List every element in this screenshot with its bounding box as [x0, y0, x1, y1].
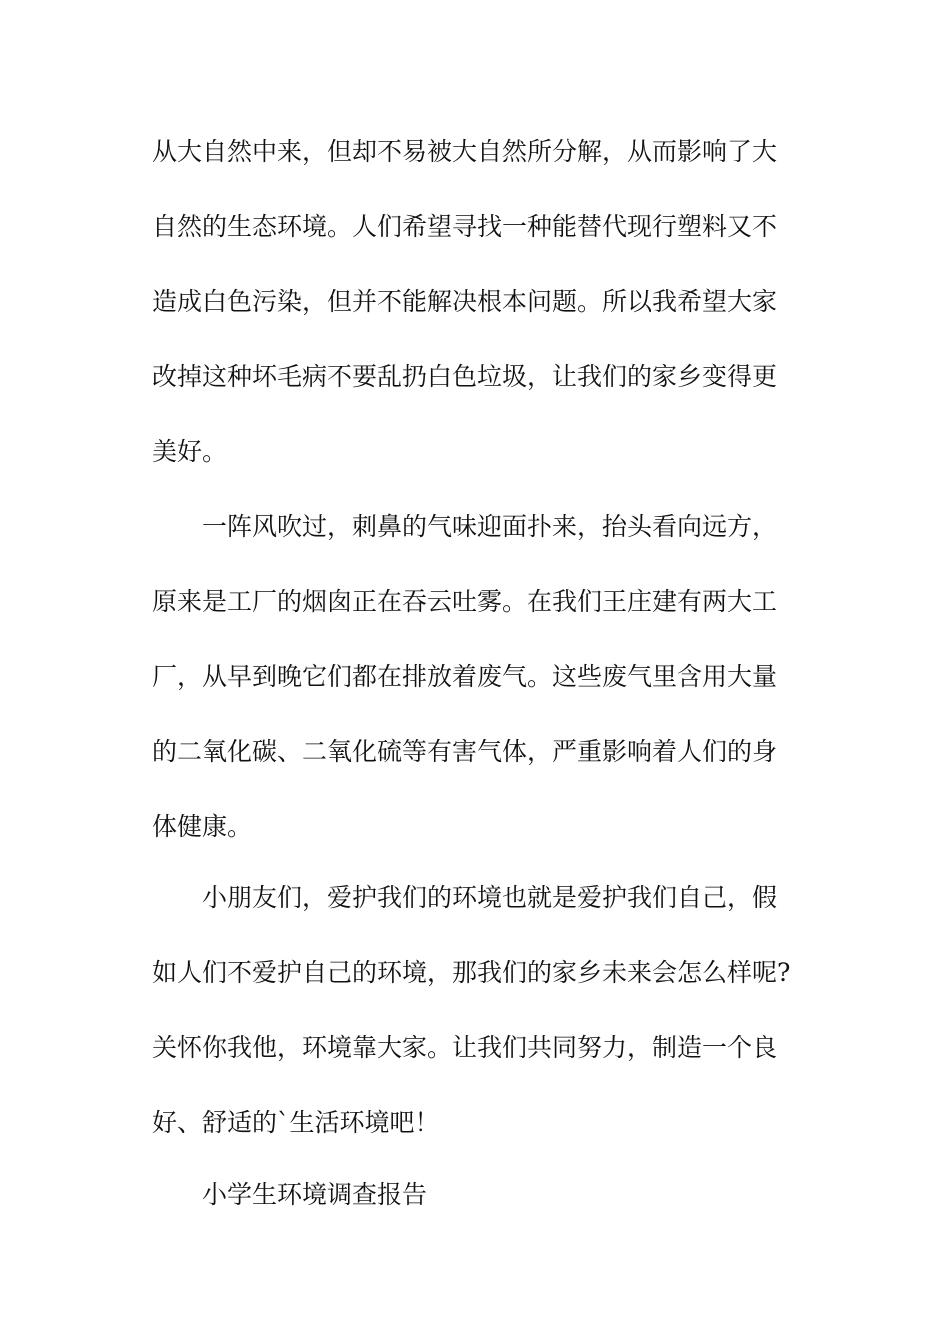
text-line: 好、舒适的`生活环境吧！	[152, 1108, 440, 1137]
text-line: 自然的生态环境。人们希望寻找一种能替代现行塑料又不	[152, 212, 778, 241]
text-line: 造成白色污染，但并不能解决根本问题。所以我希望大家	[152, 287, 778, 316]
text-line-indented: 小朋友们，爱护我们的环境也就是爱护我们自己，假	[202, 883, 778, 912]
text-line-indented: 一阵风吹过，刺鼻的气味迎面扑来，抬头看向远方，	[202, 512, 778, 541]
section-title: 小学生环境调查报告	[202, 1180, 428, 1209]
text-line: 美好。	[152, 437, 228, 466]
text-line: 体健康。	[152, 812, 253, 841]
text-line: 如人们不爱护自己的环境，那我们的家乡未来会怎么样呢?	[152, 958, 791, 987]
text-line: 改掉这种坏毛病不要乱扔白色垃圾，让我们的家乡变得更	[152, 362, 778, 391]
text-line: 厂，从早到晚它们都在排放着废气。这些废气里含用大量	[152, 662, 778, 691]
text-line: 原来是工厂的烟囱正在吞云吐雾。在我们王庄建有两大工	[152, 587, 778, 616]
text-line: 从大自然中来，但却不易被大自然所分解，从而影响了大	[152, 137, 778, 166]
text-line: 的二氧化碳、二氧化硫等有害气体，严重影响着人们的身	[152, 737, 778, 766]
text-line: 关怀你我他，环境靠大家。让我们共同努力，制造一个良	[152, 1033, 778, 1062]
